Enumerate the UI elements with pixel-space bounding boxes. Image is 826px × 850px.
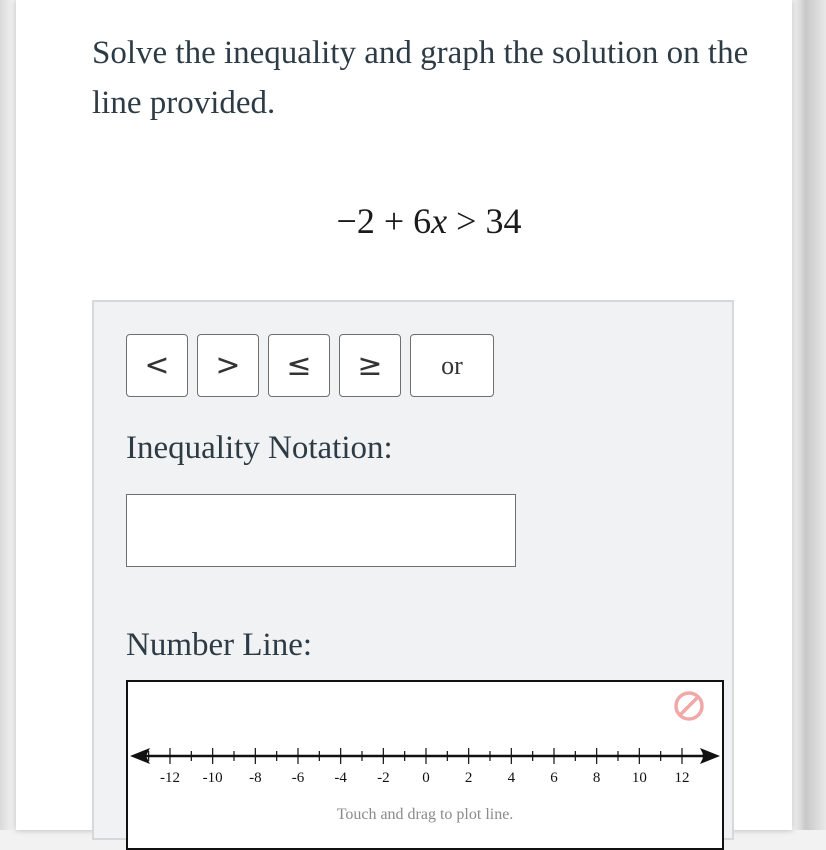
tick-label: -4 (334, 770, 347, 786)
question-prompt: Solve the inequality and graph the solution on the line provided. (92, 35, 749, 121)
or-button[interactable]: or (410, 334, 494, 397)
number-line-graph[interactable] (126, 680, 724, 850)
tick-label: 10 (631, 770, 647, 786)
page-edge-right (792, 0, 826, 830)
tick-label: -2 (377, 770, 390, 786)
number-line-hint: Touch and drag to plot line. (336, 806, 514, 823)
equation (16, 200, 792, 242)
less-than-button[interactable]: < (126, 334, 188, 397)
less-equal-button[interactable]: ≤ (268, 334, 330, 397)
equation-variable: x (431, 201, 448, 241)
inequality-notation-label: Inequality Notation: (126, 430, 393, 466)
symbol-toolbar (126, 334, 494, 397)
number-line-label: Number Line: (126, 627, 313, 663)
tick-label: 2 (464, 770, 473, 786)
tick-label: 6 (550, 770, 558, 786)
tick-label: 8 (592, 770, 601, 786)
tick-label: -12 (160, 770, 180, 786)
clear-icon-slash (680, 697, 698, 715)
question-card (16, 0, 792, 830)
equation-right: > 34 (447, 201, 522, 241)
equation-left: −2 + 6 (336, 201, 432, 241)
greater-than-button[interactable]: > (197, 334, 259, 397)
inequality-input[interactable] (126, 494, 516, 567)
tick-labels (160, 770, 690, 786)
tick-label: 0 (422, 770, 430, 786)
number-line-svg[interactable] (128, 682, 722, 848)
greater-equal-button[interactable]: ≥ (339, 334, 401, 397)
tick-label: -8 (249, 770, 262, 786)
answer-panel (92, 300, 734, 840)
tick-label: -6 (291, 770, 305, 786)
tick-label: 12 (674, 770, 690, 786)
clear-icon[interactable] (676, 693, 702, 719)
tick-label: 4 (507, 770, 516, 786)
tick-label: -10 (202, 770, 223, 786)
page-edge-left (0, 0, 16, 830)
